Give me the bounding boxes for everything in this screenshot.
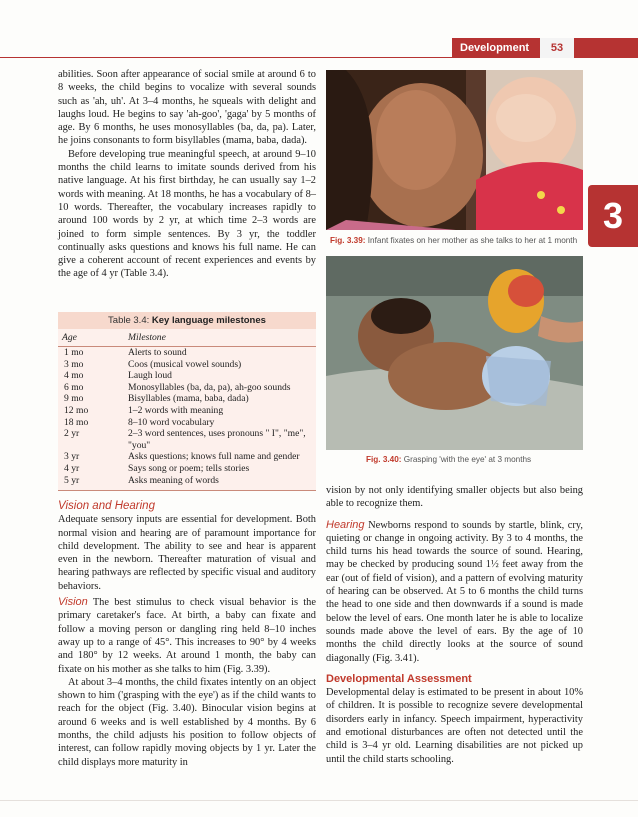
age-cell: 4 yr bbox=[64, 462, 80, 474]
milestone-cell: Laugh loud bbox=[128, 370, 172, 382]
left-column-lower bbox=[58, 500, 316, 769]
page-number: 53 bbox=[540, 38, 574, 58]
right-column bbox=[326, 484, 583, 766]
table-row bbox=[58, 405, 316, 417]
paragraph-hearing bbox=[326, 519, 583, 665]
table-row bbox=[58, 393, 316, 405]
left-column bbox=[58, 68, 316, 281]
figure-caption-text: Infant fixates on her mother as she talks to her at 1 month bbox=[367, 236, 578, 245]
milestone-cell: Says song or poem; tells stories bbox=[128, 462, 250, 474]
age-cell: 3 mo bbox=[64, 358, 84, 370]
table-caption-label: Table 3.4: bbox=[108, 315, 150, 326]
paragraph-text: Newborns respond to sounds by startle, blink, cry, quieting or change in ongoing activity. By 3 to 4 months, the child turns his head towards the source of sound. Hearing, may be checked by producing sound 1½ feet away from the ear (out of field of vision), and a pattern of evolving maturity of hearing can be observed. At 5 to 6 months the child turns the head to one side and then downwards if a sound is made below the level of ears. One month later he is able to localize sounds made above the level of ears. By the age of 10 months the child directly looks at the source of sound diagonally (Fig. 3.41). bbox=[326, 519, 583, 664]
vision-label: Vision bbox=[58, 596, 88, 609]
table-row bbox=[58, 370, 316, 382]
milestone-cell: Coos (musical vowel sounds) bbox=[128, 358, 242, 370]
age-cell: 1 mo bbox=[64, 347, 84, 358]
mother-infant-image bbox=[326, 70, 583, 230]
table-row bbox=[58, 359, 316, 371]
age-cell: 5 yr bbox=[58, 475, 124, 491]
milestone-cell: 8–10 word vocabulary bbox=[128, 416, 215, 428]
paragraph: abilities. Soon after appearance of social smile at around 6 to 8 weeks, the child begins to vocalize with several sounds such as 'ah, uh'. At 3–4 months, he squeals with delight and laughs loud. He begins to say 'ah-goo', 'gaga' by 5 months of age. By 6 months, he uses monosyllables (ba, da, pa). Later, he joins consonants to form bisyllables (mama, baba, dada). bbox=[58, 69, 316, 147]
age-cell: 12 mo bbox=[64, 404, 89, 416]
age-cell: 18 mo bbox=[64, 416, 89, 428]
age-cell: 4 mo bbox=[64, 370, 84, 382]
table-row bbox=[58, 382, 316, 394]
chapter-tab: 3 bbox=[588, 185, 638, 247]
paragraph-vision bbox=[58, 596, 316, 676]
milestone-cell: Asks meaning of words bbox=[124, 475, 316, 491]
milestone-cell: 1–2 words with meaning bbox=[128, 404, 224, 416]
age-cell: 9 mo bbox=[64, 393, 84, 405]
section-title: Development bbox=[452, 38, 552, 58]
paragraph: Before developing true meaningful speech, at around 9–10 months the child learns to imitate sounds derived from his native language. At his first birthday, he can usually say 1–2 words with meaning. At 18 months, he has a vocabulary of 8–10 words. Thereafter, the vocabulary increases rapidly to around 100 words by 2 yr, at which time 2–3 words are joined to form simple sentences. By 3 yr, the toddler continually asks questions and knows his full name. He can give a coherent account of recent experiences and events by the age of 4 yr (Table 3.4). bbox=[58, 148, 316, 280]
developmental-assessment-heading: Developmental Assessment bbox=[326, 672, 472, 685]
figure-caption bbox=[330, 236, 590, 245]
footer-rule bbox=[0, 800, 638, 801]
age-cell: 3 yr bbox=[64, 451, 80, 463]
paragraph: Developmental delay is estimated to be present in about 10% of children. It is possible to recognize severe developmental disorders early in infancy. Speech impairment, hyperactivity and emotional disturbances are often not detected until the child is 3–4 yr old. Learning disabilities are not picked up until the child starts schooling. bbox=[326, 687, 583, 765]
milestone-cell: 2–3 word sentences, uses pronouns " I", "me", "you" bbox=[128, 428, 306, 451]
column-header-age: Age bbox=[58, 329, 124, 347]
age-cell: 2 yr bbox=[64, 428, 80, 440]
language-milestones-table bbox=[58, 312, 316, 491]
table-caption-title: Key language milestones bbox=[151, 315, 266, 326]
milestone-cell: Asks questions; knows full name and gender bbox=[128, 451, 300, 463]
table-caption bbox=[58, 312, 316, 329]
figure-caption-text: Grasping 'with the eye' at 3 months bbox=[403, 455, 532, 464]
figure-caption bbox=[366, 455, 586, 464]
column-header-milestone: Milestone bbox=[124, 329, 316, 347]
vision-hearing-heading: Vision and Hearing bbox=[58, 500, 155, 512]
milestone-cell: Monosyllables (ba, da, pa), ah-goo sounds bbox=[128, 381, 291, 393]
paragraph: At about 3–4 months, the child fixates intently on an object shown to him ('grasping with the eye') as if the child wants to reach for the object (Fig. 3.40). Binocular vision begins at around 6 weeks and is well established by 4 months. By 6 months, the child adjusts his position to follow objects of interest, can follow rapidly moving objects by 1 yr. Later the child displays more maturity in bbox=[58, 676, 316, 768]
figure-infant-grasping-photo bbox=[326, 256, 583, 450]
paragraph: Adequate sensory inputs are essential for development. Both normal vision and hearing are of paramount importance for child development. The ability to see and hear is apparent even in the newborn. Thereafter maturation of visual and hearing pathways are reflected by specific visual and auditory behaviors. bbox=[58, 514, 316, 592]
table-row bbox=[58, 347, 316, 359]
table-row bbox=[58, 463, 316, 475]
paragraph: vision by not only identifying smaller objects but also being able to recognize them. bbox=[326, 485, 583, 510]
paragraph-text: The best stimulus to check visual behavior is the primary caretaker's face. At birth, a baby can fixate and follow a moving person or dangling ring held 8–10 inches away up to a range of 45°. This increases to 90° by 4 weeks and 180° by 12 weeks. At around 1 month, the baby can fixate on his mother as she talks to him (Fig. 3.39). bbox=[58, 597, 316, 675]
hearing-label: Hearing bbox=[326, 518, 365, 531]
table-row bbox=[58, 451, 316, 463]
figure-label: Fig. 3.40: bbox=[366, 455, 402, 464]
milestone-cell: Bisyllables (mama, baba, dada) bbox=[128, 393, 249, 405]
figure-mother-infant-photo bbox=[326, 70, 583, 230]
figure-label: Fig. 3.39: bbox=[330, 236, 366, 245]
milestone-cell: Alerts to sound bbox=[128, 347, 187, 358]
page-header bbox=[0, 38, 638, 58]
age-cell: 6 mo bbox=[64, 381, 84, 393]
infant-grasping-image bbox=[326, 256, 583, 450]
table-row bbox=[58, 475, 316, 491]
table-row bbox=[58, 428, 316, 451]
table-row bbox=[58, 417, 316, 429]
